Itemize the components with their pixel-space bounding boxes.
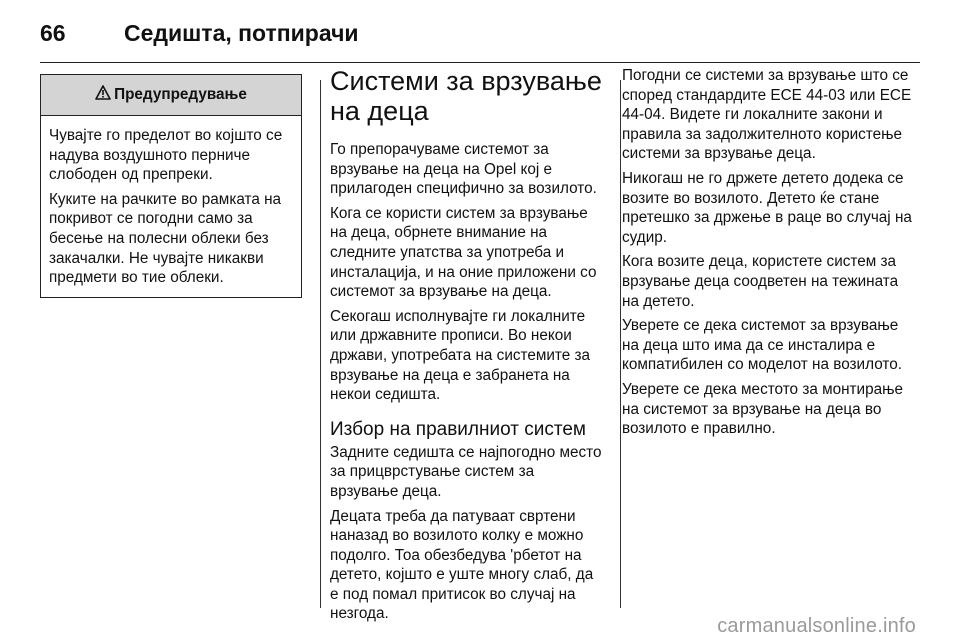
column-left [40,66,302,298]
running-title: Седишта, потпирачи [124,20,359,46]
warning-paragraph: Чувајте го пределот во којшто се надува воздушното перниче слободен од препреки. [49,127,283,184]
column-divider-left [320,80,321,608]
column-right [622,66,912,444]
subsection-paragraph: Никогаш не го држете детето додека се возите во возилото. Детето ќе стане претешко за држење в раце во случај на судир. [622,169,912,246]
section-paragraph: Кога се користи систем за врзување на деца, обрнете внимание на следните упатства за употреба и инсталација, и на оние приложени со системот за врзување на деца. [330,204,597,301]
subsection-paragraph: Кога возите деца, користете систем за врзување деца соодветен на тежината на детето. [622,253,899,310]
subsection-paragraph: Задните седишта се најпогодно место за прицврстување систем за врзување деца. [330,443,602,500]
warning-body [41,116,301,297]
subsection-paragraph: Уверете се дека местото за монтирање на системот за врзување на деца во возилото е правилно. [622,380,904,438]
section-paragraph: Го препорачуваме системот за врзување на деца на Opel кој е прилагоден специфично за возилото. [330,141,597,198]
warning-title: Предупредување [114,86,247,104]
watermark: carmanualsonline.info [717,615,916,637]
column-middle [330,66,605,629]
subsection-paragraph: Погодни се системи за врзување што се според стандардите ECE 44-03 или ECE 44-04. Видете ги локалните закони и правила за задолжителното користење системи за врзување деца. [622,67,912,163]
page-header [40,18,920,63]
page-number: 66 [40,20,66,46]
warning-triangle-icon [95,85,111,106]
column-divider-right [620,80,621,608]
section-title: Системи за врзување на деца [330,66,602,126]
section-paragraph: Секогаш исполнувајте ги локалните или државните прописи. Во некои држави, употребата на системите за врзување на деца е забранета на некои седишта. [330,307,591,404]
subsection-paragraph: Децата треба да патуваат свртени наназад во возилото колку е можно подолго. Тоа обезбедува 'рбетот на детето, којшто е уште многу слаб, да е под помал притисок во случај на незгода. [330,507,594,623]
warning-paragraph: Куките на рачките во рамката на покривот се погодни само за бесење на полесни облеки без закачалки. Не чувајте никакви предмети во тие облеки. [49,190,282,287]
warning-header [41,75,301,116]
subsection-paragraph: Уверете се дека системот за врзување на деца што има да се инсталира е компатибилен со моделот на возилото. [622,317,902,374]
warning-box [40,74,302,298]
subsection-title: Избор на правилниот систем [330,418,586,440]
